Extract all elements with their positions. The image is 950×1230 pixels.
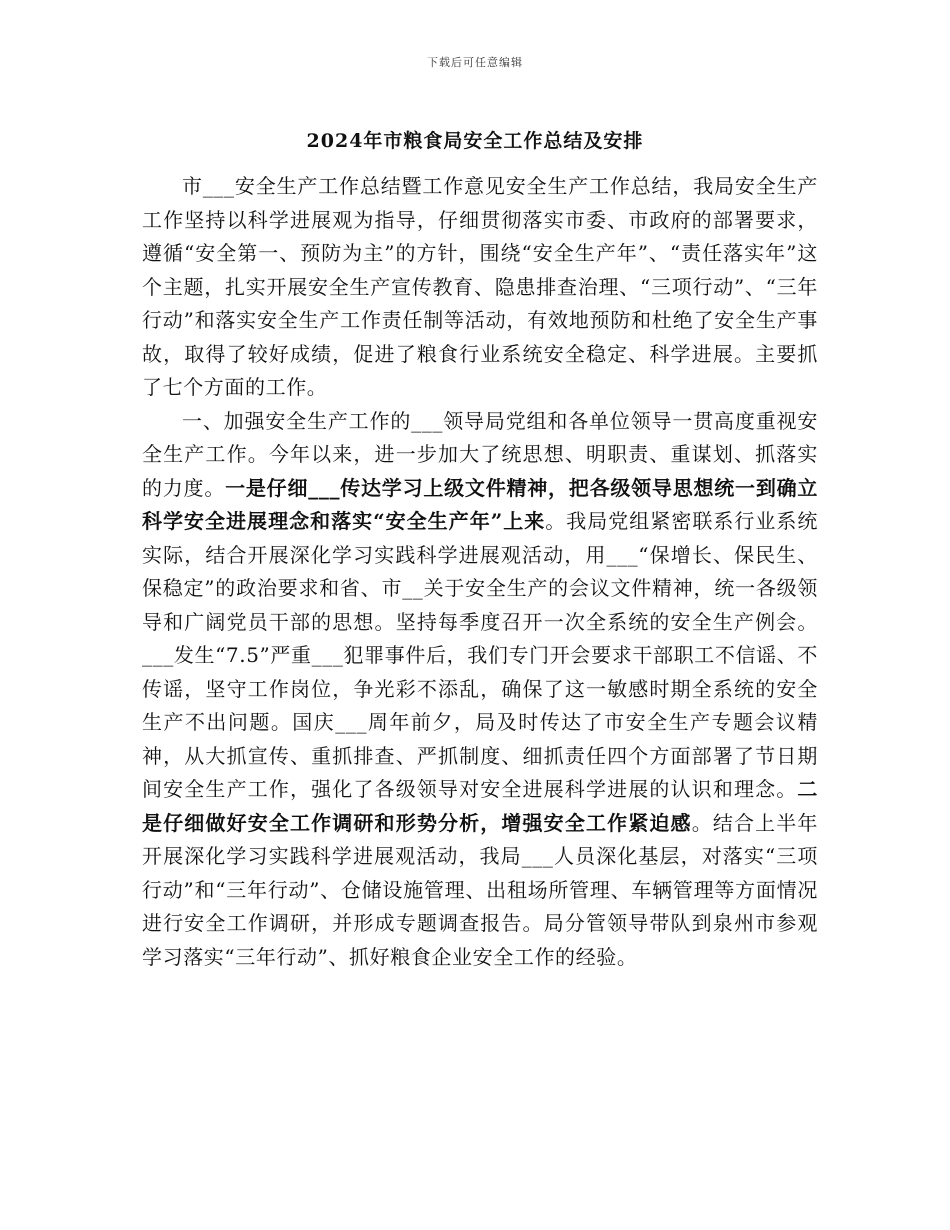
paragraph-text: 。结合上半年开展深化学习实践科学进展观活动，我局___人员深化基层，对落实“三项行动”和“三年行动”、仓储设施管理、出租场所管理、车辆管理等方面情况进行安全工作调研，并形成专题调查报告。局分管领导带队到泉州市参观学习落实“三年行动”、抓好粮食企业安全工作的经验。 <box>142 810 818 969</box>
document-title: 2024年市粮食局安全工作总结及安排 <box>306 130 644 152</box>
paragraph-text: 。我局党组紧密联系行业系统实际，结合开展深化学习实践科学进展观活动，用___“保增长、保民生、保稳定”的政治要求和省、市__关于安全生产的会议文件精神，统一各级领导和广阔党员干部的思想。坚持每季度召开一次全系统的安全生产例会。___发生“7.5”严重___犯罪事件后，我们专门开会要求干部职工不信谣、不传谣，坚守工作岗位，争光彩不添乱，确保了这一敏感时期全系统的安全生产不出问题。国庆___周年前夕，局及时传达了市安全生产专题会议精神，从大抓宣传、重抓排查、严抓制度、细抓责任四个方面部署了节日期间安全生产工作，强化了各级领导对安全进展科学进展的认识和理念。 <box>142 509 818 801</box>
paragraph-text: 一、加强安全生产工作的___领导局党组和各单位领导一贯高度重视安全生产工作。今年以来，进一步加大了统思想、明职责、重谋划、抓落实的力度。 <box>142 408 818 500</box>
bold-point-two: 二是仔细做好安全工作调研和形势分析，增强安全工作紧迫感 <box>142 777 818 835</box>
paragraph-intro: 市___安全生产工作总结暨工作意见安全生产工作总结，我局安全生产工作坚持以科学进展观为指导，仔细贯彻落实市委、市政府的部署要求，遵循“安全第一、预防为主”的方针，围绕“安全生产年”、“责任落实年”这个主题，扎实开展安全生产宣传教育、隐患排查治理、“三项行动”、“三年行动”和落实安全生产工作责任制等活动，有效地预防和杜绝了安全生产事故，取得了较好成绩，促进了粮食行业系统安全稳定、科学进展。主要抓了七个方面的工作。 <box>142 174 818 399</box>
bold-point-one: 一是仔细___传达学习上级文件精神，把各级领导思想统一到确立科学安全进展理念和落实“安全生产年”上来 <box>142 475 818 533</box>
paragraph-section-one <box>142 405 818 975</box>
document-body <box>142 170 818 974</box>
header-note: 下载后可任意编辑 <box>427 56 523 69</box>
